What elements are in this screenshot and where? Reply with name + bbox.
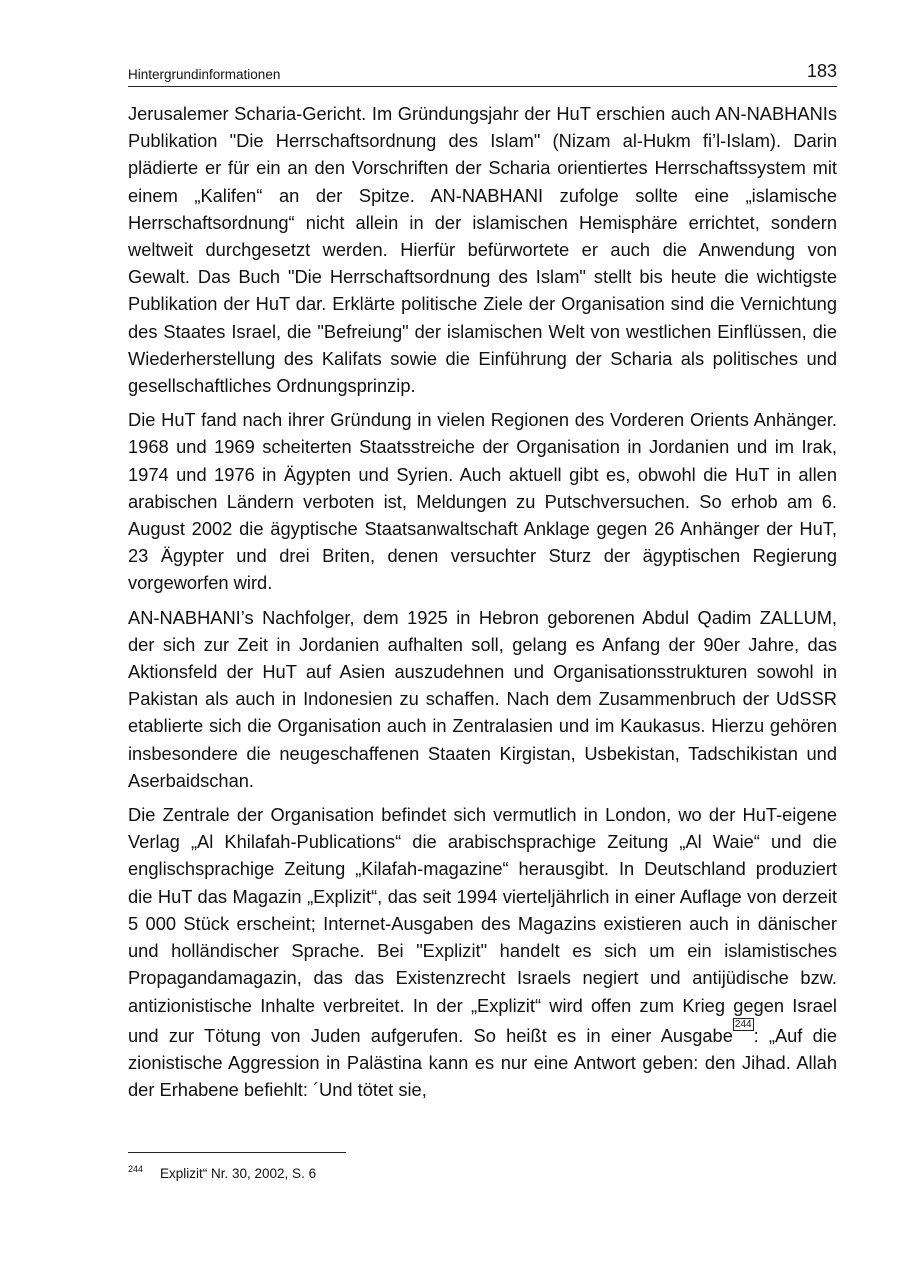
- paragraph-3: AN-NABHANI’s Nachfolger, dem 1925 in Hebron geborenen Abdul Qadim ZALLUM, der sich zur Zeit in Jordanien aufhalten soll, gelang es Anfang der 90er Jahre, das Aktionsfeld der HuT auf Asien auszudehnen und Organisationsstrukturen sowohl in Pakistan als auch in Indonesien zu schaffen. Nach dem Zusammenbruch der UdSSR etablierte sich die Organisation auch in Zentralasien und im Kaukasus. Hierzu gehören insbesondere die neugeschaffenen Staaten Kirgistan, Usbekistan, Tadschikistan und Aserbaidschan.: [128, 606, 837, 791]
- paragraph-2: Die HuT fand nach ihrer Gründung in vielen Regionen des Vorderen Orients Anhänger. 1968 und 1969 scheiterten Staatsstreiche der Organisation in Jordanien und im Irak, 1974 und 1976 in Ägypten und Syrien. Auch aktuell gibt es, obwohl die HuT in allen arabischen Ländern verboten ist, Meldungen zu Putschversuchen. So erhob am 6. August 2002 die ägyptische Staatsanwaltschaft Anklage gegen 26 Anhänger der HuT, 23 Ägypter und drei Briten, denen versuchter Sturz der ägyptischen Regierung vorgeworfen wird.: [128, 409, 837, 594]
- section-title: Hintergrundinformationen: [128, 67, 281, 82]
- page-number: 183: [806, 61, 837, 81]
- running-header: [128, 62, 837, 87]
- footnote-reference[interactable]: 244: [734, 1018, 752, 1030]
- footnote-number: 244: [128, 1164, 144, 1174]
- paragraph-4-text-start: Die Zentrale der Organisation befindet sich vermutlich in London, wo der HuT-eigene Verlag „Al Khilafah-Publications“ die arabischsprachige Zeitung „Al Waie“ und die englischsprachige Zeitung „Kilafah-magazine“ herausgibt. In Deutschland produziert die HuT das Magazin „Explizit“, das seit 1994 vierteljährlich in einer Auflage von derzeit 5 000 Stück erscheint; Internet-Ausgaben des Magazins existieren auch in dänischer und holländischer Sprache. Bei "Explizit" handelt es sich um ein islamistisches Propagandamagazin, das das Existenzrecht Israels negiert und antijüdische bzw. antizionistische Inhalte verbreitet. In der „Explizit“ wird offen zum Krieg gegen Israel und zur Tötung von Juden aufgerufen. So heißt es in einer Ausgabe: [128, 804, 837, 1046]
- body-text: [128, 100, 837, 1110]
- footnote-text: Explizit“ Nr. 30, 2002, S. 6: [160, 1166, 317, 1181]
- paragraph-4: [128, 801, 837, 1103]
- paragraph-4-text-end: : „Auf die zionistische Aggression in Palästina kann es nur eine Antwort geben: den Jihad. Allah der Erhabene befiehlt: ´Und tötet sie,: [128, 1024, 837, 1101]
- footnote-separator: [128, 1152, 346, 1153]
- paragraph-1: Jerusalemer Scharia-Gericht. Im Gründungsjahr der HuT erschien auch AN-NABHANIs Publikation "Die Herrschaftsordnung des Islam" (Nizam al-Hukm fi’l-Islam). Darin plädierte er für ein an den Vorschriften der Scharia orientiertes Herrschaftssystem mit einem „Kalifen“ an der Spitze. AN-NABHANI zufolge sollte eine „islamische Herrschaftsordnung“ nicht allein in der islamischen Hemisphäre errichtet, sondern weltweit durchgesetzt werden. Hierfür befürwortete er auch die Anwendung von Gewalt. Das Buch "Die Herrschaftsordnung des Islam" stellt bis heute die wichtigste Publikation der HuT dar. Erklärte politische Ziele der Organisation sind die Vernichtung des Staates Israel, die "Befreiung" der islamischen Welt von westlichen Einflüssen, die Wiederherstellung des Kalifats sowie die Einführung der Scharia als politisches und gesellschaftliches Ordnungsprinzip.: [128, 103, 837, 397]
- footnote: [128, 1166, 316, 1181]
